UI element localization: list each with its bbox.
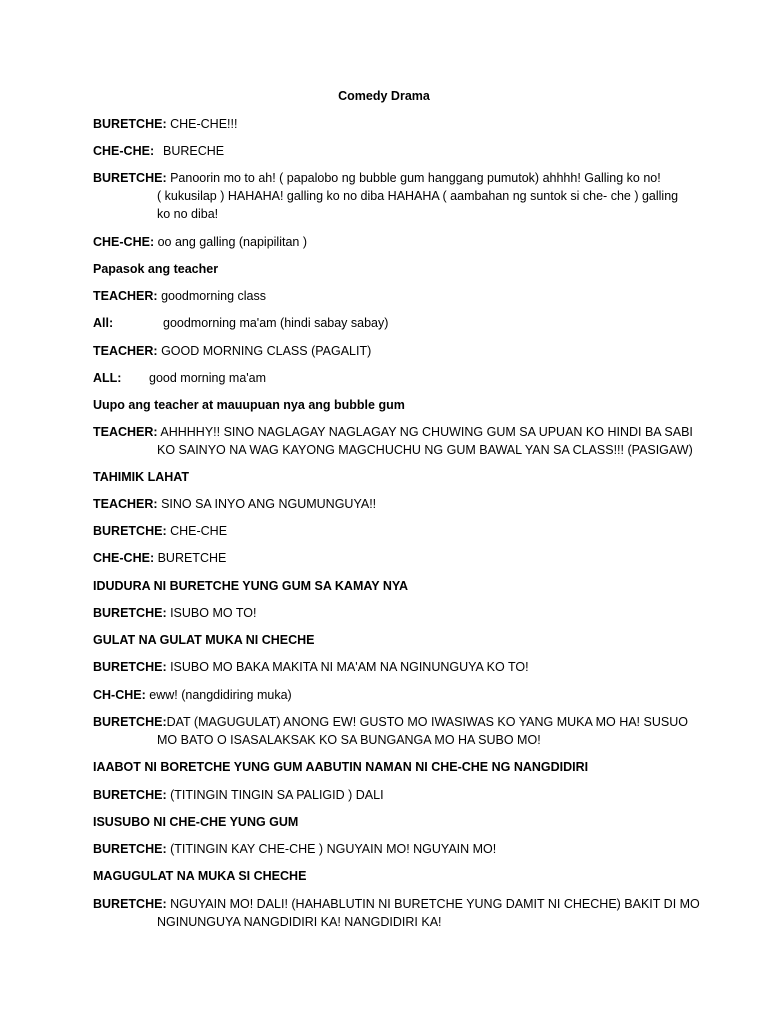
script-line-27 <box>93 895 700 931</box>
speaker-label: BURETCHE: <box>93 606 167 620</box>
dialogue-text: good morning ma'am <box>149 371 267 385</box>
dialogue-text: GOOD MORNING CLASS (PAGALIT) <box>157 344 372 358</box>
script-line-25 <box>93 840 693 858</box>
script-line-9 <box>93 369 693 387</box>
dialogue-text: CHE-CHE <box>166 524 228 538</box>
speaker-label: BURETCHE: <box>93 897 167 911</box>
speaker-label: All: <box>93 316 114 330</box>
speaker-label: TEACHER: <box>93 425 158 439</box>
speaker-label: BURETCHE: <box>93 842 167 856</box>
speaker-label: ALL: <box>93 371 122 385</box>
script-line-2 <box>93 142 693 160</box>
dialogue-text: goodmorning ma'am (hindi sabay sabay) <box>163 316 389 330</box>
speaker-label: BURETCHE: <box>93 788 167 802</box>
stage-direction-7: ISUSUBO NI CHE-CHE YUNG GUM <box>93 815 299 829</box>
script-line-14 <box>93 522 693 540</box>
script-line-8 <box>93 342 693 360</box>
script-line-3 <box>93 169 693 223</box>
dialogue-text: DAT (MAGUGULAT) ANONG EW! GUSTO MO IWASIWAS KO YANG MUKA MO HA! SUSUO <box>166 715 688 729</box>
dialogue-text: ISUBO MO TO! <box>166 606 257 620</box>
speaker-label: BURETCHE: <box>93 524 167 538</box>
script-line-11 <box>93 423 693 459</box>
speaker-label: TEACHER: <box>93 497 158 511</box>
dialogue-text: eww! (nangdidiring muka) <box>145 688 292 702</box>
stage-direction-5: GULAT NA GULAT MUKA NI CHECHE <box>93 633 315 647</box>
speaker-label: CHE-CHE: <box>93 235 155 249</box>
dialogue-continuation: ko no diba! <box>157 207 219 221</box>
speaker-label: CHE-CHE: <box>93 144 155 158</box>
dialogue-text: AHHHHY!! SINO NAGLAGAY NAGLAGAY NG CHUWING GUM SA UPUAN KO HINDI BA SABI <box>157 425 693 439</box>
script-line-19 <box>93 658 693 676</box>
script-line-17 <box>93 604 693 622</box>
speaker-label: CH-CHE: <box>93 688 146 702</box>
dialogue-text: goodmorning class <box>157 289 266 303</box>
dialogue-text: NGUYAIN MO! DALI! (HAHABLUTIN NI BURETCHE YUNG DAMIT NI CHECHE) BAKIT DI MO <box>166 897 700 911</box>
script-line-20 <box>93 686 693 704</box>
document-title: Comedy Drama <box>338 89 430 103</box>
stage-direction-1: Papasok ang teacher <box>93 262 219 276</box>
script-line-23 <box>93 786 693 804</box>
speaker-label: BURETCHE: <box>93 117 167 131</box>
stage-direction-2: Uupo ang teacher at mauupuan nya ang bubble gum <box>93 398 405 412</box>
dialogue-continuation: NGINUNGUYA NANGDIDIRI KA! NANGDIDIRI KA! <box>157 915 442 929</box>
script-line-7 <box>93 314 693 332</box>
dialogue-text: ISUBO MO BAKA MAKITA NI MA'AM NA NGINUNGUYA KO TO! <box>166 660 529 674</box>
dialogue-text: BURETCHE <box>154 551 227 565</box>
stage-direction-6: IAABOT NI BORETCHE YUNG GUM AABUTIN NAMAN NI CHE-CHE NG NANGDIDIRI <box>93 760 589 774</box>
speaker-label: BURETCHE: <box>93 171 167 185</box>
dialogue-text: SINO SA INYO ANG NGUMUNGUYA!! <box>157 497 377 511</box>
speaker-label: CHE-CHE: <box>93 551 155 565</box>
script-line-4 <box>93 233 693 251</box>
script-line-21 <box>93 713 693 749</box>
speaker-label: BURETCHE: <box>93 715 167 729</box>
dialogue-continuation: KO SAINYO NA WAG KAYONG MAGCHUCHU NG GUM BAWAL YAN SA CLASS!!! (PASIGAW) <box>157 443 693 457</box>
speaker-label: TEACHER: <box>93 289 158 303</box>
script-line-13 <box>93 495 693 513</box>
script-line-6 <box>93 287 693 305</box>
dialogue-text: (TITINGIN TINGIN SA PALIGID ) DALI <box>166 788 384 802</box>
dialogue-continuation: MO BATO O ISASALAKSAK KO SA BUNGANGA MO HA SUBO MO! <box>157 733 541 747</box>
stage-direction-3: TAHIMIK LAHAT <box>93 470 190 484</box>
stage-direction-8: MAGUGULAT NA MUKA SI CHECHE <box>93 869 307 883</box>
dialogue-text: oo ang galling (napipilitan ) <box>154 235 307 249</box>
speaker-label: TEACHER: <box>93 344 158 358</box>
dialogue-text: BURECHE <box>163 144 225 158</box>
dialogue-text: CHE-CHE!!! <box>166 117 238 131</box>
script-line-15 <box>93 549 693 567</box>
speaker-label: BURETCHE: <box>93 660 167 674</box>
dialogue-text: Panoorin mo to ah! ( papalobo ng bubble gum hanggang pumutok) ahhhh! Galling ko no! <box>166 171 661 185</box>
script-line-1 <box>93 115 693 133</box>
dialogue-text: (TITINGIN KAY CHE-CHE ) NGUYAIN MO! NGUYAIN MO! <box>166 842 497 856</box>
dialogue-continuation: ( kukusilap ) HAHAHA! galling ko no diba HAHAHA ( aambahan ng suntok si che- che ) galling <box>157 189 679 203</box>
stage-direction-4: IDUDURA NI BURETCHE YUNG GUM SA KAMAY NYA <box>93 579 409 593</box>
